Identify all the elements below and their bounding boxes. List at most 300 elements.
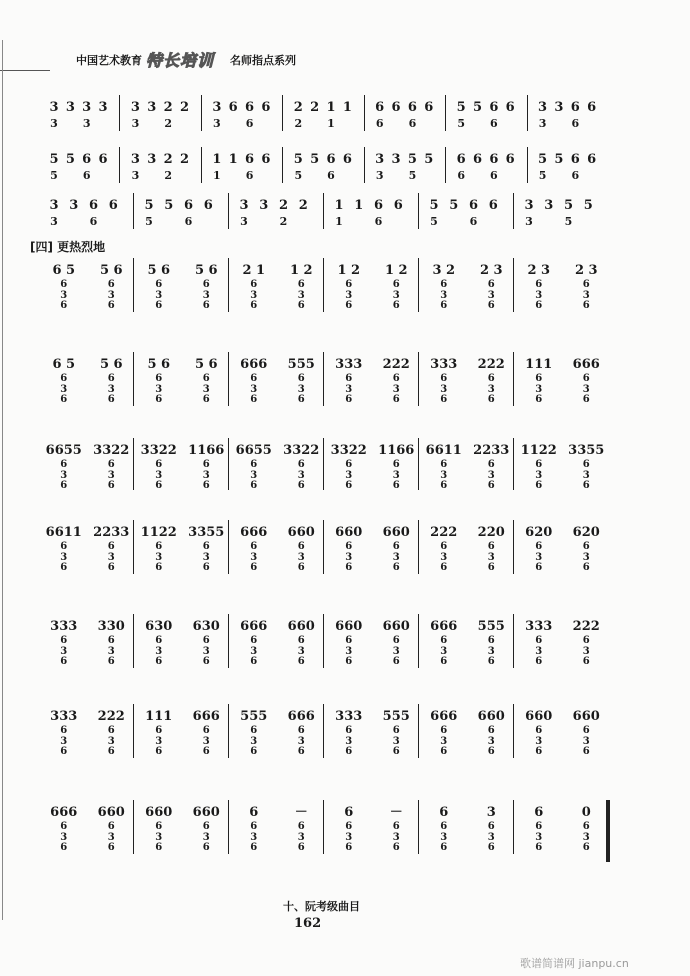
note-chord-top: 3322 xyxy=(140,443,177,458)
note-upper: 5 xyxy=(456,100,466,115)
note-chord-stack: 6 3 6 xyxy=(392,821,400,853)
note-upper: 6 xyxy=(326,152,336,167)
note-lower: 1 xyxy=(327,117,335,130)
note-chord-stack: 6 3 6 xyxy=(107,459,115,491)
barline xyxy=(418,614,419,668)
barline xyxy=(418,352,419,406)
note-chord-stack: 6 3 6 xyxy=(155,635,163,667)
note-upper: 6 xyxy=(183,198,194,213)
note-chord-top: 660 xyxy=(382,619,410,634)
note-chord-stack: 6 3 6 xyxy=(487,821,495,853)
note-chord-top: 222 xyxy=(430,525,458,540)
barline xyxy=(418,704,419,758)
note-lower: 6 xyxy=(327,169,335,182)
note-upper: 6 xyxy=(203,198,213,213)
note-chord-stack: 6 3 6 xyxy=(487,459,495,491)
note-upper: 6 xyxy=(587,100,597,115)
note-chord-top: 3322 xyxy=(330,443,367,458)
note-chord-top: 660 xyxy=(287,525,315,540)
note-chord-stack: 6 3 6 xyxy=(155,459,163,491)
note-upper: 5 xyxy=(583,198,593,213)
note-chord-top: 660 xyxy=(572,709,600,724)
note-upper: 3 xyxy=(98,100,108,115)
note-upper: 5 xyxy=(407,152,417,167)
note-upper: 6 xyxy=(456,152,466,167)
note-chord-top: 6 5 xyxy=(52,357,76,372)
note-chord-top: 666 xyxy=(430,619,458,634)
barline xyxy=(513,520,514,574)
note-upper: 2 xyxy=(179,152,190,167)
note-upper: 6 xyxy=(570,100,580,115)
note-chord-top: 333 xyxy=(335,709,363,724)
note-lower: 3 xyxy=(538,117,547,130)
note-upper: 1 xyxy=(354,198,364,213)
note-chord-top: 620 xyxy=(572,525,600,540)
note-chord-top: 111 xyxy=(145,709,173,724)
note-chord-stack: 6 3 6 xyxy=(440,821,448,853)
barline xyxy=(445,147,446,183)
note-chord-stack: 6 3 6 xyxy=(345,459,353,491)
note-chord-top: 555 xyxy=(240,709,268,724)
note-upper: 3 xyxy=(375,152,385,167)
barline xyxy=(323,704,324,758)
note-lower: 6 xyxy=(245,169,254,182)
note-chord-stack: 6 3 6 xyxy=(297,821,305,853)
note-chord-stack: 6 3 6 xyxy=(582,373,590,405)
note-lower: 3 xyxy=(82,117,91,130)
note-upper: 6 xyxy=(108,198,118,213)
note-chord-top: 666 xyxy=(572,357,600,372)
note-upper: 3 xyxy=(130,100,140,115)
note-chord-stack: 6 3 6 xyxy=(202,279,210,311)
note-upper: 2 xyxy=(298,198,308,213)
note-upper: 3 xyxy=(49,198,59,213)
note-chord-stack: 6 3 6 xyxy=(107,635,115,667)
note-chord-stack: 6 3 6 xyxy=(345,279,353,311)
note-chord-stack: 6 3 6 xyxy=(155,725,163,757)
note-upper: 5 xyxy=(310,152,320,167)
note-chord-stack: 6 3 6 xyxy=(535,635,543,667)
barline xyxy=(323,800,324,854)
note-chord-top: 6 xyxy=(344,805,354,820)
note-chord-stack: 6 3 6 xyxy=(297,541,305,573)
barline xyxy=(364,95,365,131)
note-chord-stack: 6 3 6 xyxy=(155,541,163,573)
note-upper: 5 xyxy=(472,100,483,115)
barline xyxy=(119,147,120,183)
note-upper: 3 xyxy=(65,100,75,115)
note-chord-top: 666 xyxy=(240,619,268,634)
note-chord-top: 660 xyxy=(145,805,173,820)
note-upper: 2 xyxy=(278,198,289,213)
note-chord-top: 333 xyxy=(525,619,553,634)
note-chord-stack: 6 3 6 xyxy=(60,635,68,667)
note-chord-stack: 6 3 6 xyxy=(392,635,400,667)
barline xyxy=(323,614,324,668)
note-upper: 6 xyxy=(424,100,434,115)
note-chord-top: 3355 xyxy=(188,525,225,540)
note-lower: 2 xyxy=(294,117,303,130)
note-lower: 6 xyxy=(374,215,383,228)
note-chord-top: 1122 xyxy=(520,443,557,458)
note-upper: 5 xyxy=(65,152,75,167)
note-lower: 6 xyxy=(375,117,384,130)
header-brand-logo: 特长培训 xyxy=(146,51,215,70)
note-chord-stack: 6 3 6 xyxy=(297,279,305,311)
barline xyxy=(119,95,120,131)
note-chord-stack: 6 3 6 xyxy=(60,541,68,573)
note-upper: 3 xyxy=(130,152,140,167)
note-chord-top: 660 xyxy=(287,619,315,634)
note-lower: 6 xyxy=(571,169,580,182)
note-upper: 2 xyxy=(163,152,173,167)
note-chord-top: 5 6 xyxy=(194,263,218,278)
note-upper: 1 xyxy=(228,152,238,167)
note-upper: 2 xyxy=(163,100,173,115)
note-upper: 1 xyxy=(334,198,344,213)
note-chord-stack: 6 3 6 xyxy=(392,373,400,405)
note-chord-stack: 6 3 6 xyxy=(250,821,258,853)
note-chord-top: 660 xyxy=(192,805,220,820)
barline xyxy=(513,352,514,406)
note-upper: 2 xyxy=(179,100,190,115)
score-system-dense xyxy=(40,352,610,414)
barline xyxy=(228,438,229,490)
note-chord-top: 666 xyxy=(240,525,268,540)
note-chord-top: 111 xyxy=(525,357,553,372)
note-chord-stack: 6 3 6 xyxy=(392,725,400,757)
note-upper: 6 xyxy=(391,100,401,115)
note-lower: 5 xyxy=(457,117,465,130)
note-chord-top: 2 3 xyxy=(574,263,598,278)
note-upper: 3 xyxy=(554,100,564,115)
note-chord-top: 2 3 xyxy=(527,263,551,278)
barline xyxy=(513,438,514,490)
note-chord-stack: 6 3 6 xyxy=(535,725,543,757)
note-chord-top: － xyxy=(389,805,403,820)
barline xyxy=(228,800,229,854)
note-chord-top: 6655 xyxy=(235,443,272,458)
note-chord-stack: 6 3 6 xyxy=(155,279,163,311)
note-chord-top: 222 xyxy=(382,357,410,372)
note-chord-stack: 6 3 6 xyxy=(392,541,400,573)
barline xyxy=(418,438,419,490)
note-chord-stack: 6 3 6 xyxy=(582,821,590,853)
note-upper: 3 xyxy=(147,152,157,167)
note-upper: 6 xyxy=(489,152,499,167)
note-upper: 3 xyxy=(259,198,269,213)
page-edge-rule xyxy=(2,40,3,920)
barline xyxy=(228,352,229,406)
note-upper: 6 xyxy=(468,198,479,213)
barline xyxy=(228,614,229,668)
note-chord-top: 6655 xyxy=(45,443,82,458)
note-upper: 6 xyxy=(245,100,255,115)
note-chord-top: 0 xyxy=(581,805,591,820)
note-chord-stack: 6 3 6 xyxy=(250,541,258,573)
note-chord-stack: 6 3 6 xyxy=(107,279,115,311)
note-chord-stack: 6 3 6 xyxy=(250,459,258,491)
note-chord-top: 3 2 xyxy=(432,263,456,278)
note-chord-top: 5 6 xyxy=(147,357,171,372)
note-upper: 6 xyxy=(570,152,580,167)
note-chord-top: 333 xyxy=(430,357,458,372)
note-chord-stack: 6 3 6 xyxy=(582,541,590,573)
note-upper: 6 xyxy=(505,152,515,167)
note-chord-stack: 6 3 6 xyxy=(60,725,68,757)
barline xyxy=(513,614,514,668)
note-lower: 5 xyxy=(408,169,417,182)
note-chord-stack: 6 3 6 xyxy=(535,279,543,311)
note-chord-top: 1122 xyxy=(140,525,177,540)
note-lower: 2 xyxy=(279,215,288,228)
barline xyxy=(513,800,514,854)
note-chord-stack: 6 3 6 xyxy=(107,541,115,573)
note-chord-top: 660 xyxy=(335,525,363,540)
note-chord-stack: 6 3 6 xyxy=(297,725,305,757)
barline xyxy=(133,704,134,758)
note-chord-stack: 6 3 6 xyxy=(440,541,448,573)
barline xyxy=(133,438,134,490)
note-chord-stack: 6 3 6 xyxy=(250,725,258,757)
note-chord-stack: 6 3 6 xyxy=(487,279,495,311)
note-upper: 6 xyxy=(373,198,384,213)
note-chord-stack: 6 3 6 xyxy=(582,725,590,757)
footer-title: 十、阮考级曲目 xyxy=(283,900,360,913)
note-chord-top: 555 xyxy=(287,357,315,372)
note-chord-top: 660 xyxy=(382,525,410,540)
note-chord-stack: 6 3 6 xyxy=(440,279,448,311)
barline xyxy=(133,520,134,574)
barline xyxy=(133,258,134,312)
note-chord-stack: 6 3 6 xyxy=(392,459,400,491)
note-chord-stack: 6 3 6 xyxy=(60,373,68,405)
barline xyxy=(133,614,134,668)
barline xyxy=(323,193,324,229)
note-chord-stack: 6 3 6 xyxy=(582,279,590,311)
barline xyxy=(513,193,514,229)
final-barline xyxy=(606,800,610,862)
note-lower: 5 xyxy=(294,169,303,182)
note-chord-top: 6 xyxy=(249,805,259,820)
note-chord-stack: 6 3 6 xyxy=(440,635,448,667)
note-chord-stack: 6 3 6 xyxy=(202,821,210,853)
note-chord-stack: 6 3 6 xyxy=(582,459,590,491)
score-system-dense xyxy=(40,258,610,320)
note-upper: 3 xyxy=(538,100,548,115)
note-chord-stack: 6 3 6 xyxy=(250,635,258,667)
barline xyxy=(364,147,365,183)
note-upper: 5 xyxy=(164,198,174,213)
note-chord-top: 630 xyxy=(192,619,220,634)
barline xyxy=(527,147,528,183)
note-upper: 5 xyxy=(554,152,564,167)
note-chord-top: 1 2 xyxy=(337,263,361,278)
note-lower: 6 xyxy=(490,169,498,182)
note-chord-top: 3 xyxy=(486,805,496,820)
note-chord-top: 2233 xyxy=(473,443,510,458)
note-chord-stack: 6 3 6 xyxy=(392,279,400,311)
barline xyxy=(513,258,514,312)
barline xyxy=(133,352,134,406)
note-chord-top: 1166 xyxy=(188,443,225,458)
note-chord-top: 220 xyxy=(477,525,505,540)
note-chord-top: 5 6 xyxy=(194,357,218,372)
note-chord-stack: 6 3 6 xyxy=(297,459,305,491)
note-upper: 1 xyxy=(212,152,222,167)
note-chord-top: 5 6 xyxy=(147,263,171,278)
note-lower: 3 xyxy=(131,117,140,130)
score-system-3 xyxy=(40,193,610,229)
note-lower: 3 xyxy=(240,215,248,228)
note-chord-stack: 6 3 6 xyxy=(582,635,590,667)
note-chord-top: 660 xyxy=(335,619,363,634)
note-upper: 6 xyxy=(407,100,417,115)
note-chord-stack: 6 3 6 xyxy=(535,459,543,491)
note-chord-stack: 6 3 6 xyxy=(440,725,448,757)
note-lower: 6 xyxy=(245,117,254,130)
note-upper: 6 xyxy=(88,198,99,213)
note-lower: 5 xyxy=(50,169,58,182)
note-upper: 6 xyxy=(488,198,498,213)
note-chord-top: 6611 xyxy=(425,443,462,458)
note-lower: 6 xyxy=(490,117,498,130)
note-upper: 6 xyxy=(472,152,483,167)
barline xyxy=(228,193,229,229)
score-system-dense xyxy=(40,704,610,766)
note-chord-top: 660 xyxy=(97,805,125,820)
note-chord-top: 2233 xyxy=(93,525,130,540)
note-chord-stack: 6 3 6 xyxy=(155,821,163,853)
barline xyxy=(445,95,446,131)
note-lower: 1 xyxy=(213,169,221,182)
note-upper: 2 xyxy=(310,100,320,115)
note-chord-top: 620 xyxy=(525,525,553,540)
note-chord-stack: 6 3 6 xyxy=(535,373,543,405)
page-header xyxy=(0,48,690,74)
score-system-dense xyxy=(40,438,610,498)
barline xyxy=(418,800,419,854)
note-chord-stack: 6 3 6 xyxy=(345,541,353,573)
note-chord-stack: 6 3 6 xyxy=(297,373,305,405)
note-chord-stack: 6 3 6 xyxy=(345,373,353,405)
note-upper: 5 xyxy=(429,198,439,213)
note-upper: 6 xyxy=(261,152,271,167)
note-upper: 3 xyxy=(212,100,222,115)
note-chord-top: 2 1 xyxy=(242,263,266,278)
note-lower: 6 xyxy=(571,117,580,130)
note-upper: 1 xyxy=(342,100,352,115)
note-chord-stack: 6 3 6 xyxy=(202,635,210,667)
barline xyxy=(228,258,229,312)
note-chord-top: 333 xyxy=(50,709,78,724)
note-upper: 5 xyxy=(538,152,548,167)
note-chord-top: 666 xyxy=(430,709,458,724)
note-chord-stack: 6 3 6 xyxy=(155,373,163,405)
note-upper: 3 xyxy=(147,100,157,115)
note-chord-stack: 6 3 6 xyxy=(345,635,353,667)
note-chord-top: 6 xyxy=(534,805,544,820)
note-chord-top: 2 3 xyxy=(479,263,503,278)
note-chord-top: 5 6 xyxy=(99,263,123,278)
note-chord-top: 660 xyxy=(525,709,553,724)
note-upper: 3 xyxy=(239,198,249,213)
note-lower: 3 xyxy=(375,169,384,182)
score-system-dense xyxy=(40,800,610,862)
note-chord-top: 6 5 xyxy=(52,263,76,278)
header-series: 名师指点系列 xyxy=(230,54,296,67)
note-upper: 3 xyxy=(524,198,534,213)
note-chord-stack: 6 3 6 xyxy=(60,279,68,311)
note-chord-top: 555 xyxy=(382,709,410,724)
note-upper: 6 xyxy=(82,152,92,167)
note-lower: 3 xyxy=(50,215,58,228)
note-chord-top: 3322 xyxy=(283,443,320,458)
note-lower: 5 xyxy=(538,169,547,182)
note-chord-stack: 6 3 6 xyxy=(440,373,448,405)
barline xyxy=(282,95,283,131)
note-lower: 2 xyxy=(164,117,172,130)
note-chord-stack: 6 3 6 xyxy=(535,541,543,573)
note-chord-stack: 6 3 6 xyxy=(202,725,210,757)
score-system-2 xyxy=(40,147,610,183)
note-chord-top: 666 xyxy=(240,357,268,372)
note-lower: 5 xyxy=(430,215,438,228)
note-chord-top: 1166 xyxy=(378,443,415,458)
barline xyxy=(228,704,229,758)
score-system-dense xyxy=(40,520,610,582)
note-chord-top: － xyxy=(294,805,308,820)
note-lower: 6 xyxy=(89,215,98,228)
note-upper: 6 xyxy=(587,152,597,167)
barline xyxy=(418,258,419,312)
note-lower: 1 xyxy=(335,215,343,228)
barline xyxy=(418,520,419,574)
note-chord-stack: 6 3 6 xyxy=(297,635,305,667)
note-lower: 3 xyxy=(50,117,58,130)
note-upper: 3 xyxy=(391,152,401,167)
note-upper: 1 xyxy=(326,100,336,115)
watermark: 歌谱简谱网 jianpu.cn xyxy=(520,957,629,970)
note-chord-stack: 6 3 6 xyxy=(487,541,495,573)
note-upper: 6 xyxy=(228,100,238,115)
barline xyxy=(323,520,324,574)
barline xyxy=(513,704,514,758)
note-upper: 2 xyxy=(293,100,303,115)
note-chord-top: 555 xyxy=(477,619,505,634)
note-chord-top: 666 xyxy=(192,709,220,724)
note-chord-top: 333 xyxy=(50,619,78,634)
note-upper: 5 xyxy=(449,198,459,213)
note-upper: 5 xyxy=(293,152,303,167)
note-chord-top: 330 xyxy=(97,619,125,634)
note-chord-stack: 6 3 6 xyxy=(250,373,258,405)
note-upper: 3 xyxy=(69,198,79,213)
note-upper: 5 xyxy=(424,152,434,167)
note-upper: 3 xyxy=(544,198,554,213)
note-chord-stack: 6 3 6 xyxy=(107,725,115,757)
note-lower: 6 xyxy=(82,169,91,182)
note-lower: 6 xyxy=(184,215,193,228)
barline xyxy=(282,147,283,183)
header-org: 中国艺术教育 xyxy=(76,54,142,67)
note-upper: 5 xyxy=(563,198,574,213)
barline xyxy=(201,147,202,183)
barline xyxy=(418,193,419,229)
note-chord-stack: 6 3 6 xyxy=(107,373,115,405)
note-chord-stack: 6 3 6 xyxy=(250,279,258,311)
note-chord-top: 222 xyxy=(572,619,600,634)
